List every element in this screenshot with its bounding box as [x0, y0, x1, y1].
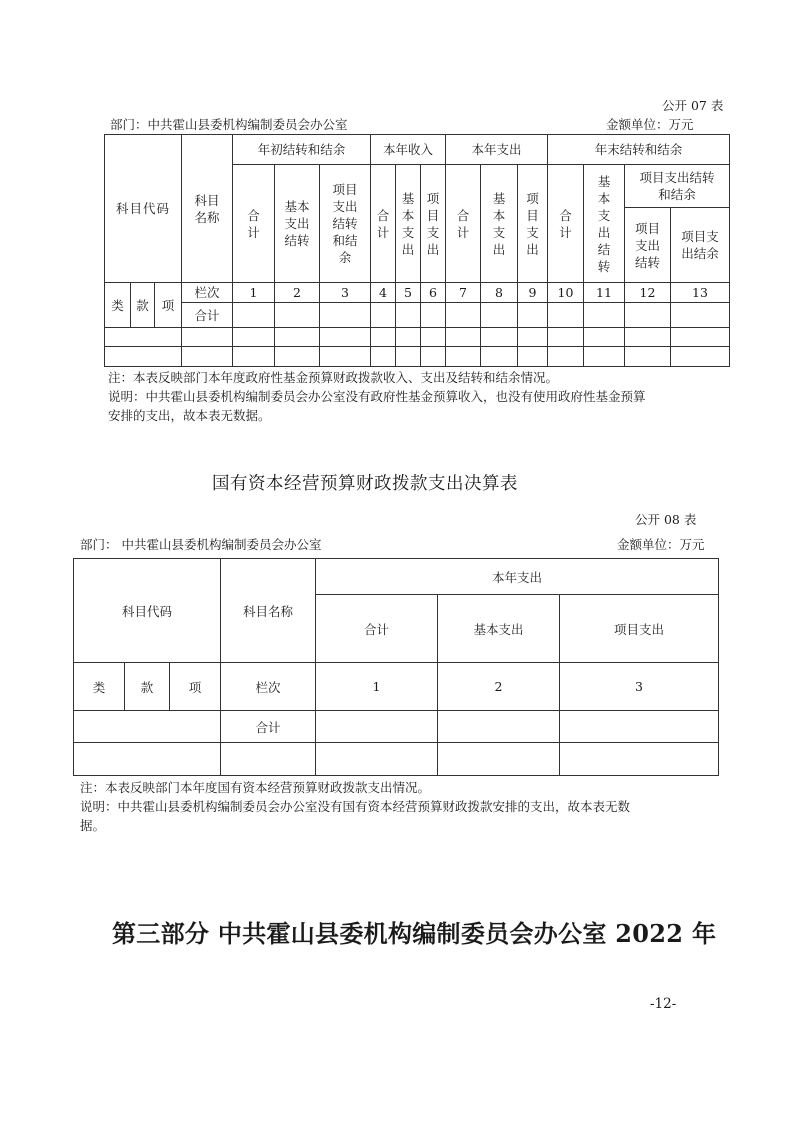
cell — [548, 328, 584, 347]
cell — [221, 743, 316, 776]
cell — [671, 303, 730, 328]
header-group-expense: 本年支出 — [316, 559, 719, 595]
cell — [518, 303, 548, 328]
column-number: 12 — [625, 283, 671, 303]
header-subject-code: 科目代码 — [105, 135, 182, 283]
header-income-total: 合计 — [371, 165, 396, 283]
cell — [421, 347, 446, 367]
column-number: 13 — [671, 283, 730, 303]
header-basic-expense: 基本支出 — [438, 595, 560, 663]
table-row — [105, 328, 730, 347]
table08 — [73, 558, 719, 776]
cell — [446, 303, 481, 328]
cell — [421, 328, 446, 347]
header-expense-project: 项目支出 — [518, 165, 548, 283]
header-begin-total: 合计 — [233, 165, 275, 283]
table08-department: 部门： 中共霍山县委机构编制委员会办公室 — [80, 537, 322, 552]
cell — [371, 328, 396, 347]
header-column-no: 栏次 — [182, 283, 233, 303]
cell — [371, 303, 396, 328]
cell — [584, 303, 625, 328]
header-end-project-balance: 项目支出结余 — [671, 208, 730, 283]
table08-explanation-line1: 说明：中共霍山县委机构编制委员会办公室没有国有资本经营预算财政拨款安排的支出，故本表无数 — [80, 799, 631, 814]
header-expense-basic: 基本支出 — [481, 165, 518, 283]
cell — [320, 328, 371, 347]
cell — [560, 711, 719, 743]
header-end-project-carry: 项目支出结转 — [625, 208, 671, 283]
column-number: 9 — [518, 283, 548, 303]
cell — [371, 347, 396, 367]
table08-id: 公开 08 表 — [635, 512, 697, 527]
cell — [446, 347, 481, 367]
column-number: 2 — [438, 663, 560, 711]
cell — [584, 328, 625, 347]
table07-explanation-line1: 说明：中共霍山县委机构编制委员会办公室没有政府性基金预算收入，也没有使用政府性基金预算 — [108, 389, 646, 404]
cell — [421, 303, 446, 328]
header-begin-project-carry-balance: 项目支出结转和结余 — [320, 165, 371, 283]
section-heading: 第三部分 中共霍山县委机构编制委员会办公室 2022 年 — [112, 919, 717, 948]
table07-unit: 金额单位：万元 — [606, 117, 694, 132]
header-end-total: 合计 — [548, 165, 584, 283]
row-label-total: 合计 — [182, 303, 233, 328]
header-subject-name: 科目名称 — [182, 135, 233, 283]
cell — [518, 328, 548, 347]
table08-title: 国有资本经营预算财政拨款支出决算表 — [212, 474, 518, 494]
cell — [74, 711, 221, 743]
table-row-total — [74, 711, 719, 743]
column-number: 1 — [233, 283, 275, 303]
cell — [481, 328, 518, 347]
header-end-project-group: 项目支出结转和结余 — [625, 165, 730, 208]
header-lei: 类 — [105, 283, 131, 328]
header-group-begin: 年初结转和结余 — [233, 135, 371, 165]
cell — [105, 328, 182, 347]
cell — [671, 347, 730, 367]
column-number: 11 — [584, 283, 625, 303]
table08-explanation-line2: 据。 — [80, 818, 106, 833]
cell — [233, 328, 275, 347]
header-group-end: 年末结转和结余 — [548, 135, 730, 165]
table07-department: 部门：中共霍山县委机构编制委员会办公室 — [110, 117, 348, 132]
table07-note: 注：本表反映部门本年度政府性基金预算财政拨款收入、支出及结转和结余情况。 — [108, 370, 559, 385]
header-lei: 类 — [74, 663, 125, 711]
cell — [316, 711, 438, 743]
table07-id: 公开 07 表 — [662, 98, 724, 113]
column-number: 3 — [320, 283, 371, 303]
header-project-expense: 项目支出 — [560, 595, 719, 663]
header-xiang: 项 — [155, 283, 182, 328]
cell — [105, 347, 182, 367]
cell — [233, 347, 275, 367]
cell — [671, 328, 730, 347]
table-row-total — [105, 303, 730, 328]
cell — [320, 347, 371, 367]
cell — [518, 347, 548, 367]
table08-note: 注：本表反映部门本年度国有资本经营预算财政拨款支出情况。 — [80, 780, 431, 795]
table-row — [74, 743, 719, 776]
table07-explanation-line2: 安排的支出，故本表无数据。 — [108, 408, 271, 423]
cell — [446, 328, 481, 347]
column-number: 4 — [371, 283, 396, 303]
cell — [584, 347, 625, 367]
column-number: 1 — [316, 663, 438, 711]
cell — [320, 303, 371, 328]
header-end-basic-carry: 基本支出结转 — [584, 165, 625, 283]
header-expense-total: 合计 — [446, 165, 481, 283]
header-subject-code: 科目代码 — [74, 559, 221, 663]
header-begin-basic-carry: 基本支出结转 — [275, 165, 320, 283]
cell — [560, 743, 719, 776]
cell — [625, 328, 671, 347]
header-income-basic: 基本支出 — [396, 165, 421, 283]
cell — [396, 328, 421, 347]
cell — [275, 328, 320, 347]
header-total: 合计 — [316, 595, 438, 663]
cell — [182, 347, 233, 367]
header-column-no: 栏次 — [221, 663, 316, 711]
cell — [182, 328, 233, 347]
column-number: 5 — [396, 283, 421, 303]
cell — [316, 743, 438, 776]
table-row — [105, 347, 730, 367]
cell — [438, 743, 560, 776]
header-income-project: 项目支出 — [421, 165, 446, 283]
cell — [438, 711, 560, 743]
cell — [275, 347, 320, 367]
page-number: -12- — [650, 996, 677, 1012]
column-number: 3 — [560, 663, 719, 711]
cell — [548, 303, 584, 328]
table07 — [104, 134, 730, 367]
column-number: 8 — [481, 283, 518, 303]
cell — [396, 303, 421, 328]
column-number: 2 — [275, 283, 320, 303]
header-kuan: 款 — [131, 283, 155, 328]
cell — [275, 303, 320, 328]
header-subject-name: 科目名称 — [221, 559, 316, 663]
cell — [481, 303, 518, 328]
cell — [396, 347, 421, 367]
header-group-income: 本年收入 — [371, 135, 446, 165]
cell — [233, 303, 275, 328]
row-label-total: 合计 — [221, 711, 316, 743]
column-number: 7 — [446, 283, 481, 303]
header-group-expense: 本年支出 — [446, 135, 548, 165]
header-kuan: 款 — [125, 663, 170, 711]
cell — [548, 347, 584, 367]
table08-unit: 金额单位：万元 — [617, 537, 705, 552]
cell — [481, 347, 518, 367]
column-number: 6 — [421, 283, 446, 303]
column-number: 10 — [548, 283, 584, 303]
cell — [625, 347, 671, 367]
cell — [625, 303, 671, 328]
header-xiang: 项 — [170, 663, 221, 711]
cell — [74, 743, 221, 776]
